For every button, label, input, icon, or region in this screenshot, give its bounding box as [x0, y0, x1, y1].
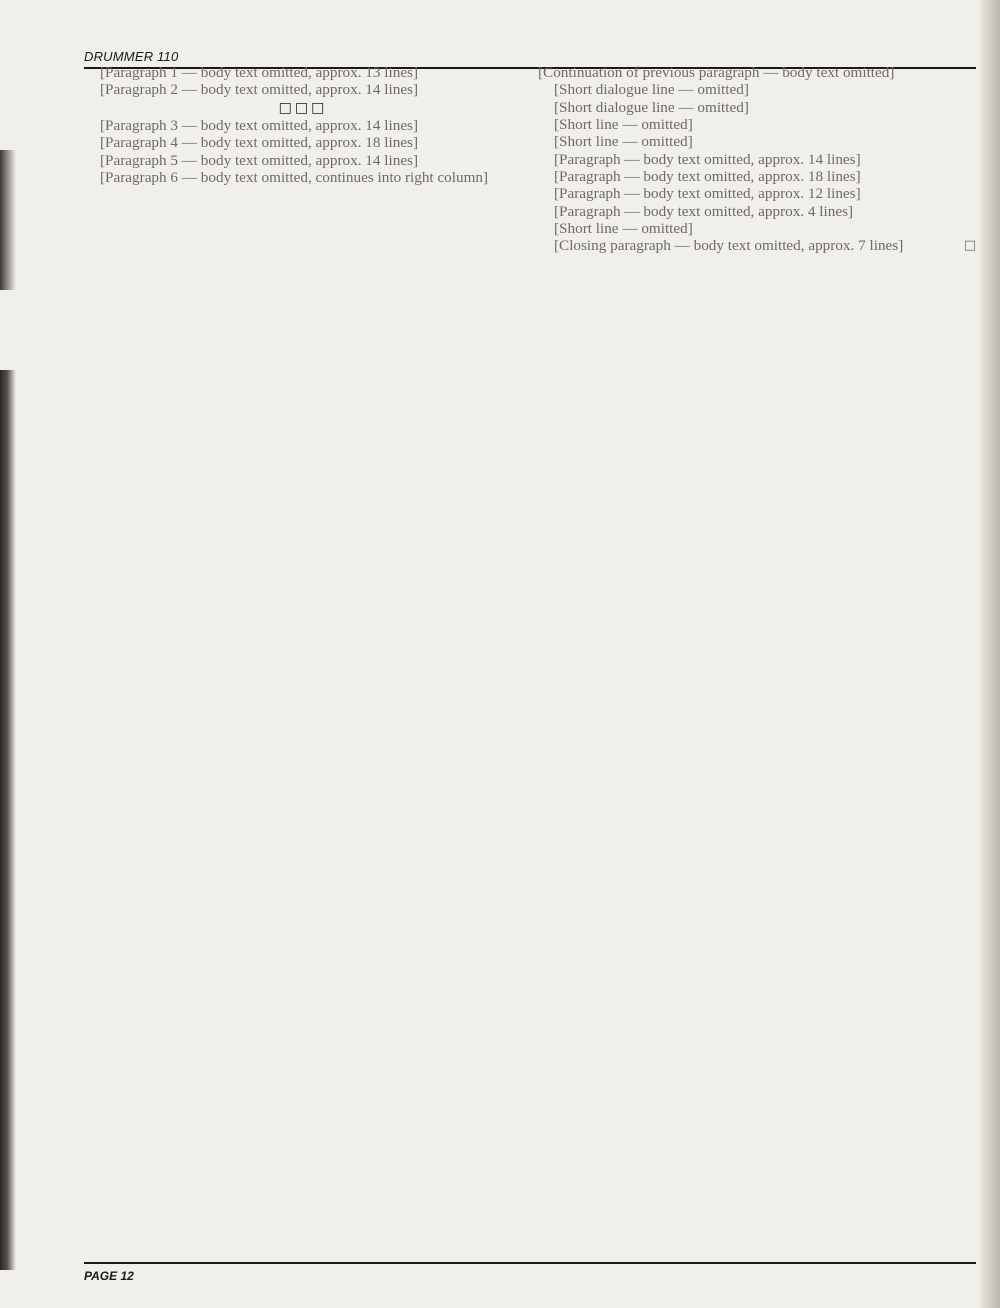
- paragraph: [Short dialogue line — omitted]: [554, 81, 749, 99]
- paragraph-continuation: [Continuation of previous paragraph — body text omitted]: [538, 64, 895, 81]
- paragraph-text: [Closing paragraph — body text omitted, approx. 7 lines]: [554, 237, 904, 255]
- magazine-issue-title: DRUMMER 110: [84, 49, 179, 64]
- paragraph: [Paragraph 4 — body text omitted, approx. 18 lines]: [100, 134, 419, 152]
- page-number: PAGE 12: [84, 1269, 134, 1283]
- paragraph: [Short dialogue line — omitted]: [554, 98, 749, 116]
- binding-shadow-upper: [0, 150, 16, 290]
- section-break-marker: □□□: [278, 99, 328, 116]
- paragraph: [Paragraph — body text omitted, approx. 18 lines]: [554, 168, 861, 186]
- binding-shadow: [0, 370, 16, 1270]
- paragraph: [538, 237, 976, 254]
- paragraph: [Short line — omitted]: [554, 133, 693, 151]
- paragraph: [Paragraph — body text omitted, approx. 14 lines]: [554, 150, 861, 168]
- paragraph: [Short line — omitted]: [554, 116, 693, 134]
- paragraph: [Paragraph 2 — body text omitted, approx. 14 lines]: [100, 81, 419, 99]
- right-column: [538, 64, 976, 1262]
- paragraph: [Paragraph — body text omitted, approx. 4 lines]: [554, 202, 854, 220]
- paragraph: [Paragraph 6 — body text omitted, continues into right column]: [100, 169, 489, 187]
- article-body: [84, 64, 976, 1264]
- paragraph: [Short line — omitted]: [554, 220, 693, 238]
- page-fold-shadow: [978, 0, 1000, 1308]
- paragraph: [Paragraph 5 — body text omitted, approx. 14 lines]: [100, 151, 419, 169]
- paragraph: [Paragraph — body text omitted, approx. 12 lines]: [554, 185, 861, 203]
- paragraph: [Paragraph 1 — body text omitted, approx. 13 lines]: [100, 64, 419, 81]
- left-column: [84, 64, 522, 1262]
- end-of-article-mark: □: [963, 238, 976, 254]
- paragraph: [Paragraph 3 — body text omitted, approx. 14 lines]: [100, 117, 419, 135]
